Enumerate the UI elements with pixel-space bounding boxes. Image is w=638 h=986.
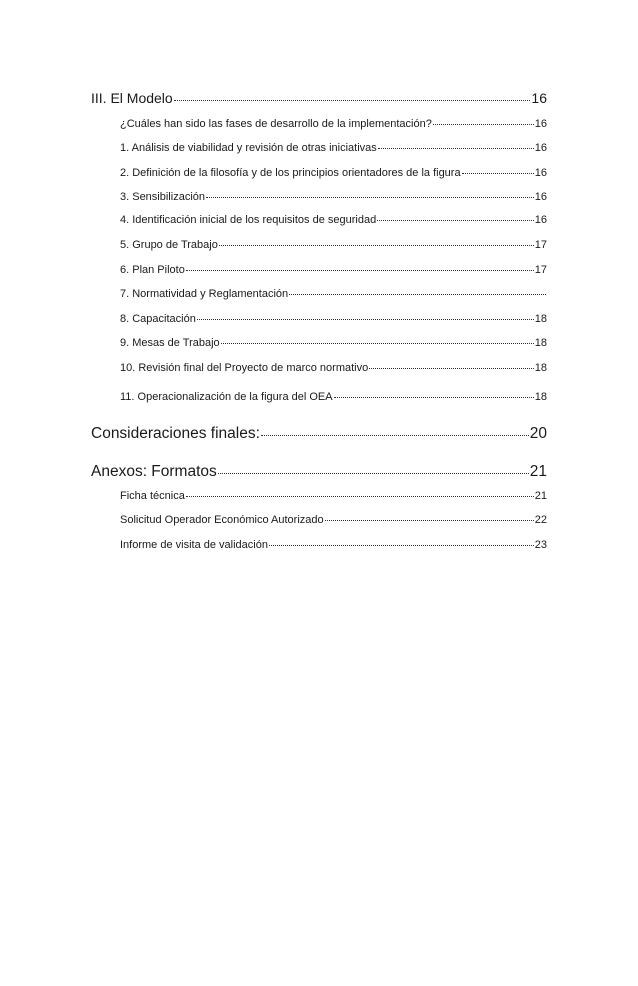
toc-item-title: 4. Identificación inicial de los requisitos de seguridad — [120, 214, 377, 226]
toc-item — [120, 191, 547, 203]
toc-page-number: 16 — [534, 191, 547, 203]
toc-item — [120, 167, 547, 179]
toc-item — [120, 142, 547, 154]
toc-leader-dots — [377, 220, 534, 221]
toc-item — [120, 337, 547, 349]
toc-item-title: Ficha técnica — [120, 490, 185, 502]
toc-item-title: Informe de visita de validación — [120, 539, 268, 551]
toc-item — [120, 391, 547, 403]
toc-item-title: 5. Grupo de Trabajo — [120, 239, 218, 251]
toc-item-title: 3. Sensibilización — [120, 191, 205, 203]
toc-item — [120, 514, 547, 526]
toc-section-consideraciones — [91, 425, 547, 443]
toc-item-title: Solicitud Operador Económico Autorizado — [120, 514, 324, 526]
toc-item-title: 9. Mesas de Trabajo — [120, 337, 220, 349]
toc-leader-dots — [186, 496, 534, 497]
toc-section-el-modelo — [91, 90, 547, 106]
toc-item — [120, 288, 547, 300]
toc-item-title: 6. Plan Piloto — [120, 264, 185, 276]
toc-leader-dots — [186, 270, 534, 271]
toc-section-title: III. El Modelo — [91, 90, 173, 106]
toc-page-number: 17 — [534, 264, 547, 276]
toc-leader-dots — [369, 368, 534, 369]
toc-page-number: 16 — [534, 214, 547, 226]
toc-item-title: 7. Normatividad y Reglamentación — [120, 288, 289, 300]
toc-page-number: 18 — [534, 362, 547, 374]
toc-page-number: 16 — [534, 167, 547, 179]
toc-leader-dots — [218, 473, 529, 474]
toc-page-number: 20 — [529, 425, 547, 442]
toc-item — [120, 362, 547, 374]
toc-leader-dots — [269, 545, 534, 546]
toc-page-number: 18 — [534, 313, 547, 325]
toc-section-title: Consideraciones finales: — [91, 425, 260, 442]
toc-leader-dots — [261, 435, 529, 436]
toc-page-number: 23 — [534, 539, 547, 551]
toc-page-number: 16 — [534, 142, 547, 154]
toc-item — [120, 490, 547, 502]
toc-section-title: Anexos: Formatos — [91, 463, 217, 480]
toc-leader-dots — [378, 148, 534, 149]
toc-item-title: 11. Operacionalización de la figura del OEA — [120, 391, 333, 403]
toc-item — [120, 118, 547, 130]
toc-page-number: 18 — [534, 337, 547, 349]
toc-item-title: 10. Revisión final del Proyecto de marco normativo — [120, 362, 369, 374]
toc-page-number: 17 — [534, 239, 547, 251]
toc-item — [120, 239, 547, 251]
toc-item-title: 2. Definición de la filosofía y de los principios orientadores de la figura — [120, 167, 461, 179]
toc-item-title: ¿Cuáles han sido las fases de desarrollo de la implementación? — [120, 118, 432, 130]
toc-item-title: 1. Análisis de viabilidad y revisión de otras iniciativas — [120, 142, 377, 154]
toc-item — [120, 313, 547, 325]
toc-page-number: 21 — [529, 463, 547, 480]
toc-leader-dots — [289, 294, 546, 295]
toc-page-number: 18 — [534, 391, 547, 403]
toc-leader-dots — [197, 319, 534, 320]
toc-leader-dots — [462, 173, 534, 174]
toc-leader-dots — [334, 397, 534, 398]
toc-item — [120, 539, 547, 551]
toc-page-number: 16 — [534, 118, 547, 130]
toc-page-number: 22 — [534, 514, 547, 526]
toc-leader-dots — [433, 124, 534, 125]
toc-leader-dots — [174, 100, 531, 101]
toc-item — [120, 214, 547, 226]
toc-item — [120, 264, 547, 276]
toc-leader-dots — [219, 245, 534, 246]
toc-page-number: 21 — [534, 490, 547, 502]
toc-page-number: 16 — [531, 90, 547, 106]
toc-leader-dots — [325, 520, 534, 521]
toc-leader-dots — [206, 197, 534, 198]
toc-leader-dots — [221, 343, 534, 344]
toc-section-anexos — [91, 463, 547, 481]
toc-item-title: 8. Capacitación — [120, 313, 196, 325]
